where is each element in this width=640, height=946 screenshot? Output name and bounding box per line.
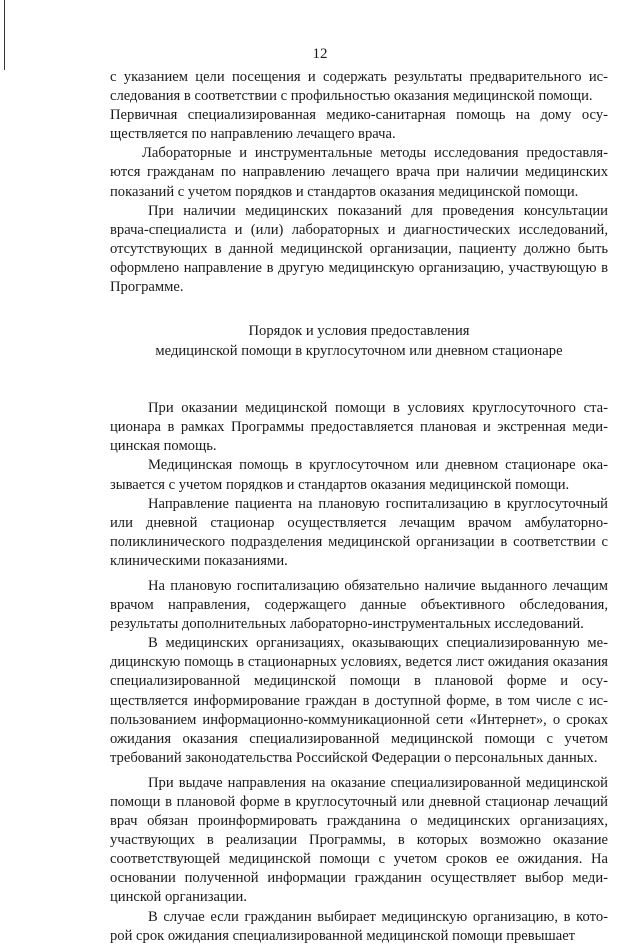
paragraph: В медицинских организациях, оказывающих специализированную медицинскую помощь в стационарных условиях, ведется лист ожидания оказания специализированной медицинской помощи в плановой форме и осуществляется информирование граждан в доступной форме, в том числе с использованием информационно-коммуникационной сети «Интернет», о сроках ожидания оказания специализированной медицинской помощи с учетом требований законодательства Российской Федерации о персональных данных.	[110, 635, 608, 766]
section-heading-line: Порядок и условия предоставления	[248, 323, 470, 340]
paragraph: В случае если гражданин выбирает медицинскую организацию, в которой срок ожидания специализированной медицинской помощи превышает	[110, 908, 608, 944]
page-number: 12	[312, 46, 328, 62]
paragraph: На плановую госпитализацию обязательно наличие выданного лечащим врачом направления, содержащего данные объективного обследования, результаты дополнительных лабораторно-инструментальных исследований.	[110, 577, 608, 633]
document-body	[110, 68, 608, 946]
section-heading-line: медицинской помощи в круглосуточном или дневном стационаре	[155, 343, 563, 360]
paragraph: Направление пациента на плановую госпитализацию в круглосуточный или дневной стационар осуществляется лечащим врачом амбулаторно-поликлинического подразделения медицинской организации в соответствии с клиническими показаниями.	[110, 495, 608, 569]
paragraph: Лабораторные и инструментальные методы исследования предоставляются гражданам по направлению лечащего врача при наличии медицинских показаний с учетом порядков и стандартов оказания медицинской помощи.	[110, 145, 608, 200]
paragraph: При оказании медицинской помощи в условиях круглосуточного стационара в рамках Программы предоставляется плановая и экстренная медицинская помощь.	[110, 400, 608, 455]
paragraph: с указанием цели посещения и содержать результаты предварительного исследования в соответствии с профильностью оказания медицинской помощи.	[110, 69, 608, 105]
section-heading	[110, 321, 608, 361]
paragraph: Медицинская помощь в круглосуточном или дневном стационаре оказывается с учетом порядков и стандартов оказания медицинской помощи.	[110, 457, 608, 493]
paragraph: При наличии медицинских показаний для проведения консультации врача-специалиста и (или) лабораторных и диагностических исследований, отсутствующих в данной медицинской организации, пациенту должно быть оформлено направление в другую медицинскую организацию, участвующую в Программе.	[110, 202, 608, 296]
paragraph: При выдаче направления на оказание специализированной медицинской помощи в плановой форме в круглосуточный или дневной стационар лечащий врач обязан проинформировать гражданина о медицинских организациях, участвующих в реализации Программы, в которых возможно оказание соответствующей медицинской помощи с учетом сроков ее ожидания. На основании полученной информации гражданин осуществляет выбор медицинской организации.	[110, 774, 608, 906]
paragraph: Первичная специализированная медико-санитарная помощь на дому осуществляется по направлению лечащего врача.	[110, 107, 608, 143]
